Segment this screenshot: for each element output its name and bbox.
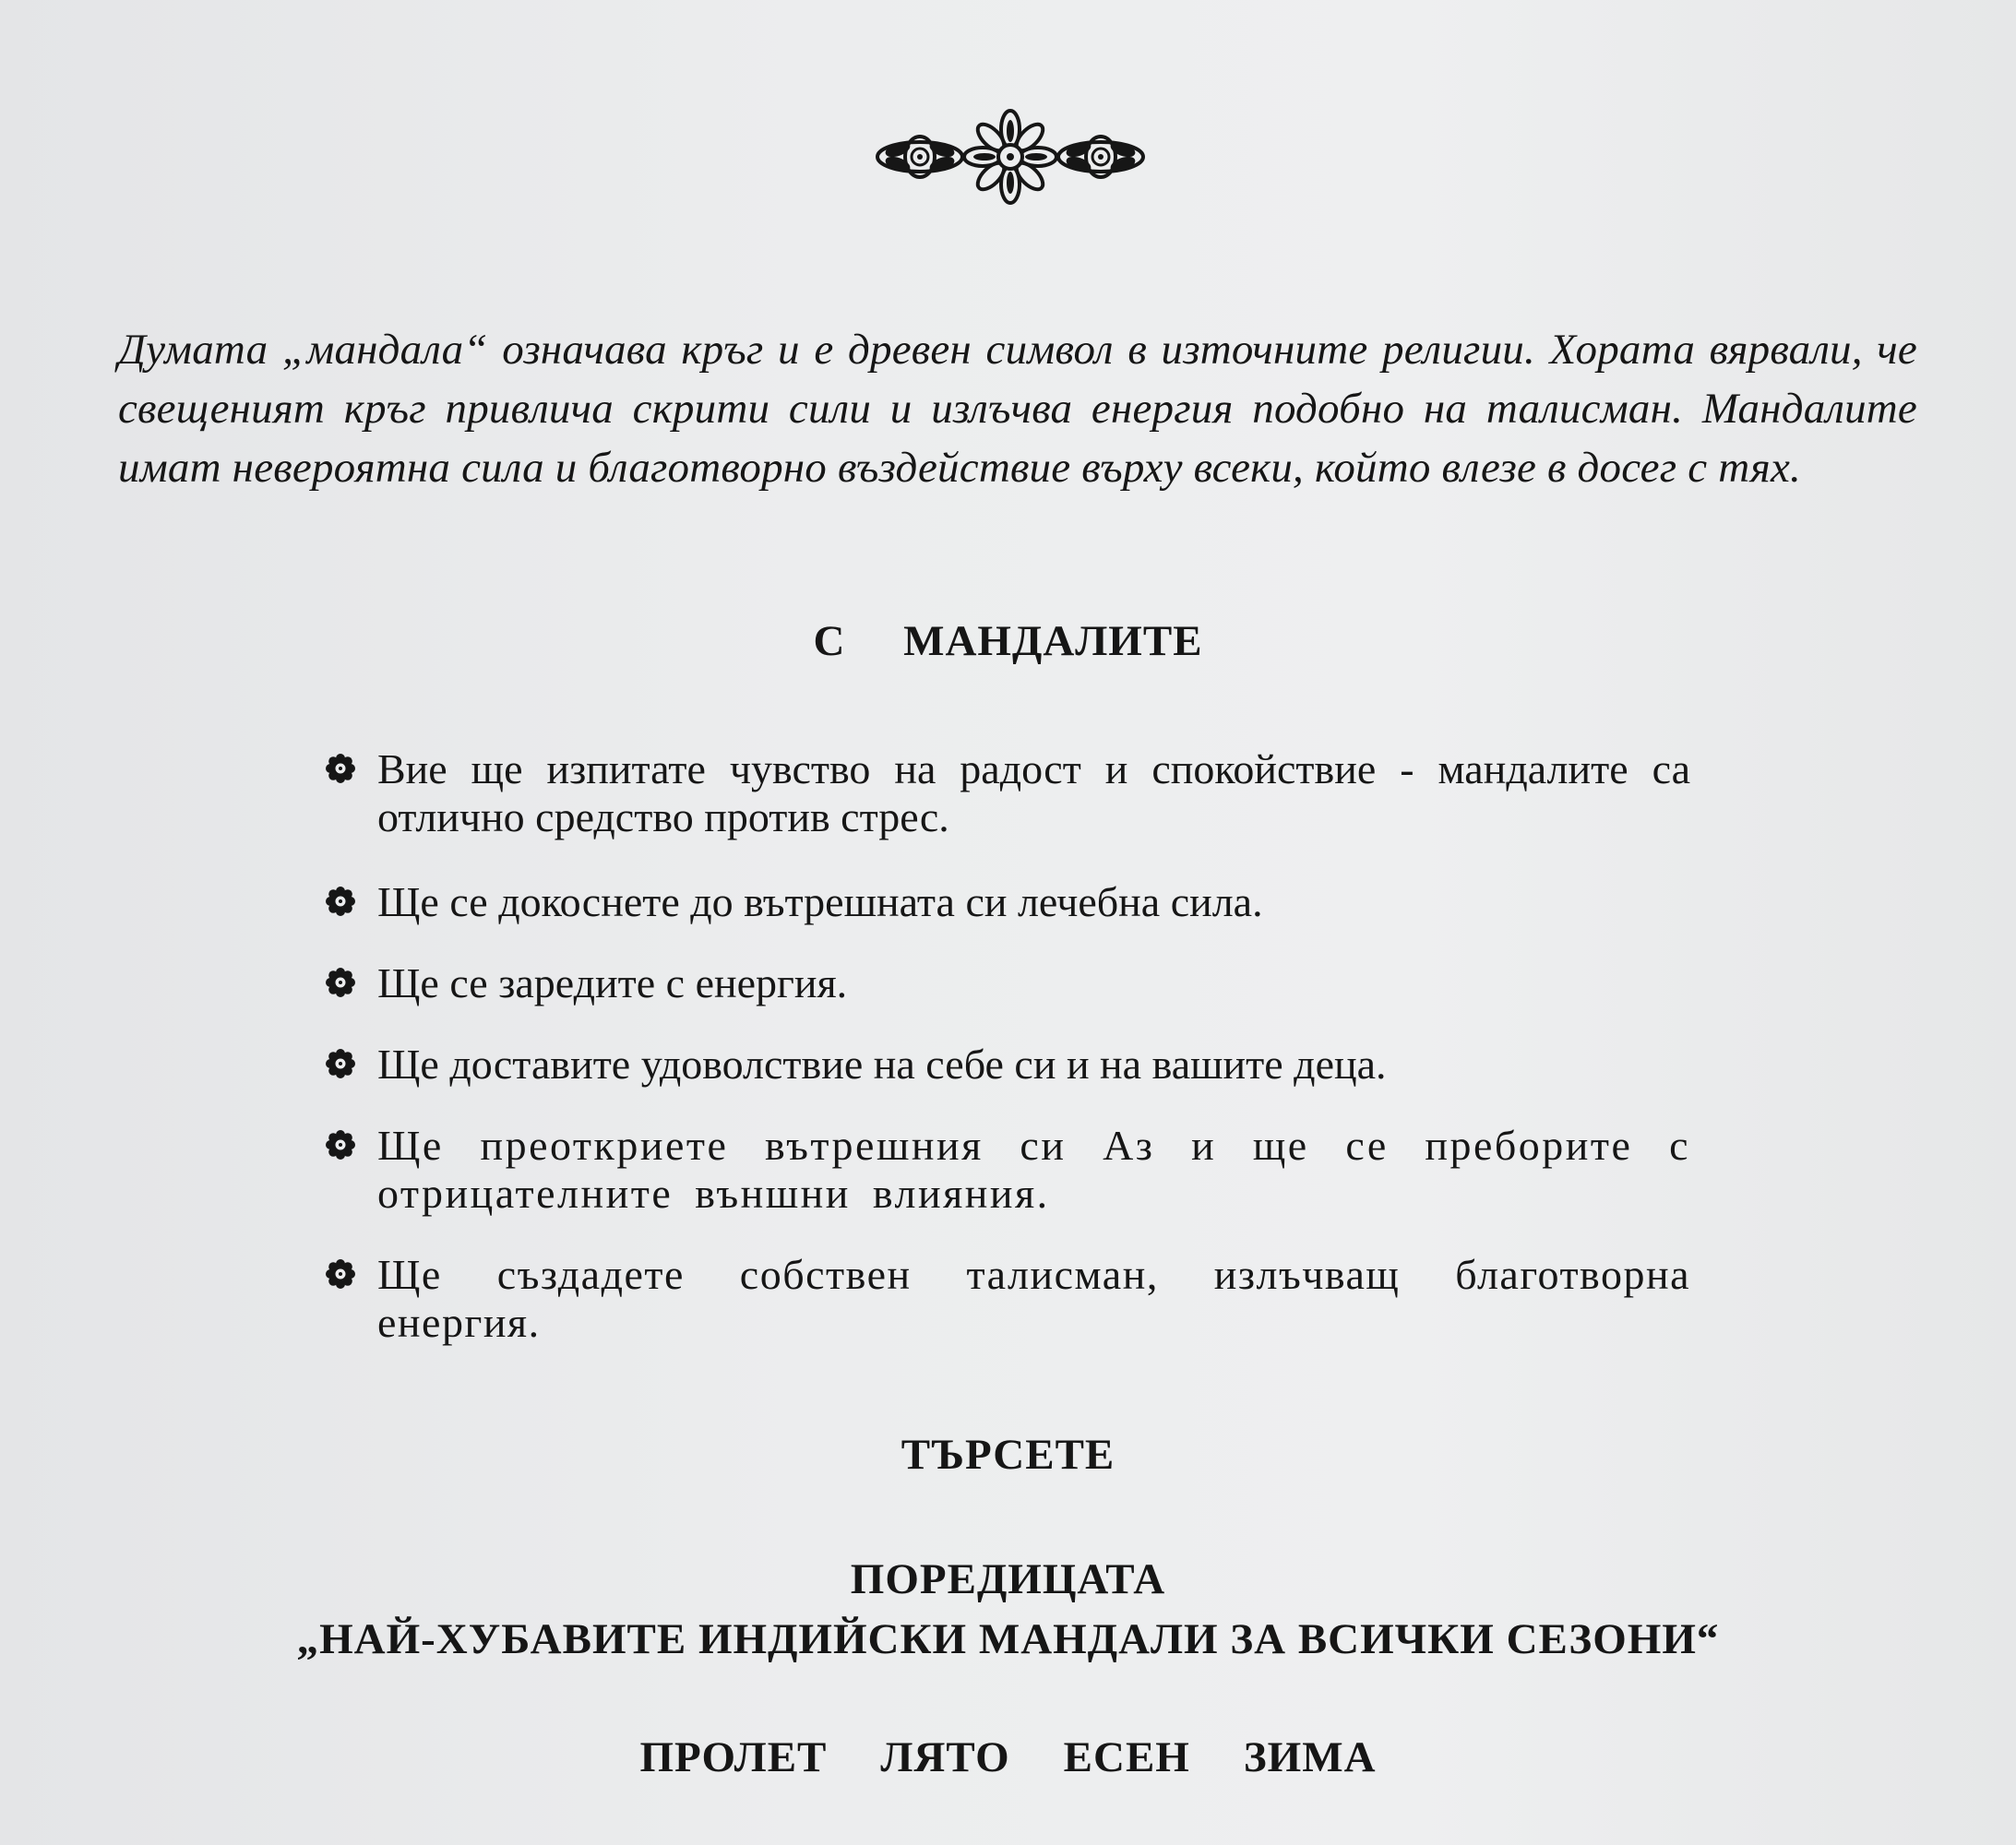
flower-bullet-icon <box>325 1129 356 1161</box>
season-autumn: ЕСЕН <box>1063 1733 1190 1781</box>
floral-ornament-icon <box>872 106 1149 208</box>
benefit-item <box>325 959 1690 1007</box>
season-spring: ПРОЛЕТ <box>639 1733 828 1781</box>
benefit-text: Вие ще изпитате чувство на радост и спокойствие - мандалите са отлично средство против стрес. <box>377 745 1690 840</box>
series-title: „НАЙ-ХУБАВИТЕ ИНДИЙСКИ МАНДАЛИ ЗА ВСИЧКИ СЕЗОНИ“ <box>296 1615 1720 1663</box>
benefit-text: Ще преоткриете вътрешния си Аз и ще се преборите с отрицателните външни влияния. <box>377 1122 1690 1217</box>
flower-bullet-icon <box>325 1258 356 1290</box>
flower-bullet-icon <box>325 967 356 998</box>
flower-bullet-icon <box>325 753 356 784</box>
benefit-item <box>325 1041 1690 1089</box>
benefits-list <box>325 745 1690 1376</box>
benefit-text: Ще създадете собствен талисман, излъчващ благотворна енергия. <box>377 1251 1690 1346</box>
series-label: ПОРЕДИЦАТА <box>850 1555 1166 1603</box>
with-mandalas-heading: С МАНДАЛИТЕ <box>813 617 1203 665</box>
flower-bullet-icon <box>325 1048 356 1079</box>
benefit-item <box>325 1122 1690 1218</box>
search-heading: ТЪРСЕТЕ <box>901 1431 1115 1479</box>
intro-paragraph: Думата „мандала“ означава кръг и е древен символ в източните религии. Хората вярвали, че свещеният кръг привлича скрити сили и излъчва енергия подобно на талисман. Мандалите имат невероятна сила и благотворно въздействие върху всеки, който влезе в досег с тях. <box>118 326 1917 492</box>
benefit-text: Ще доставите удоволствие на себе си и на вашите деца. <box>377 1041 1387 1088</box>
flower-bullet-icon <box>325 886 356 917</box>
benefit-text: Ще се докоснете до вътрешната си лечебна сила. <box>377 878 1263 925</box>
season-summer: ЛЯТО <box>880 1733 1010 1781</box>
benefit-item <box>325 1251 1690 1347</box>
benefit-text: Ще се заредите с енергия. <box>377 959 848 1006</box>
benefit-item <box>325 745 1690 841</box>
season-winter: ЗИМА <box>1243 1733 1377 1781</box>
benefit-item <box>325 878 1690 926</box>
seasons-row <box>0 1732 2016 1782</box>
